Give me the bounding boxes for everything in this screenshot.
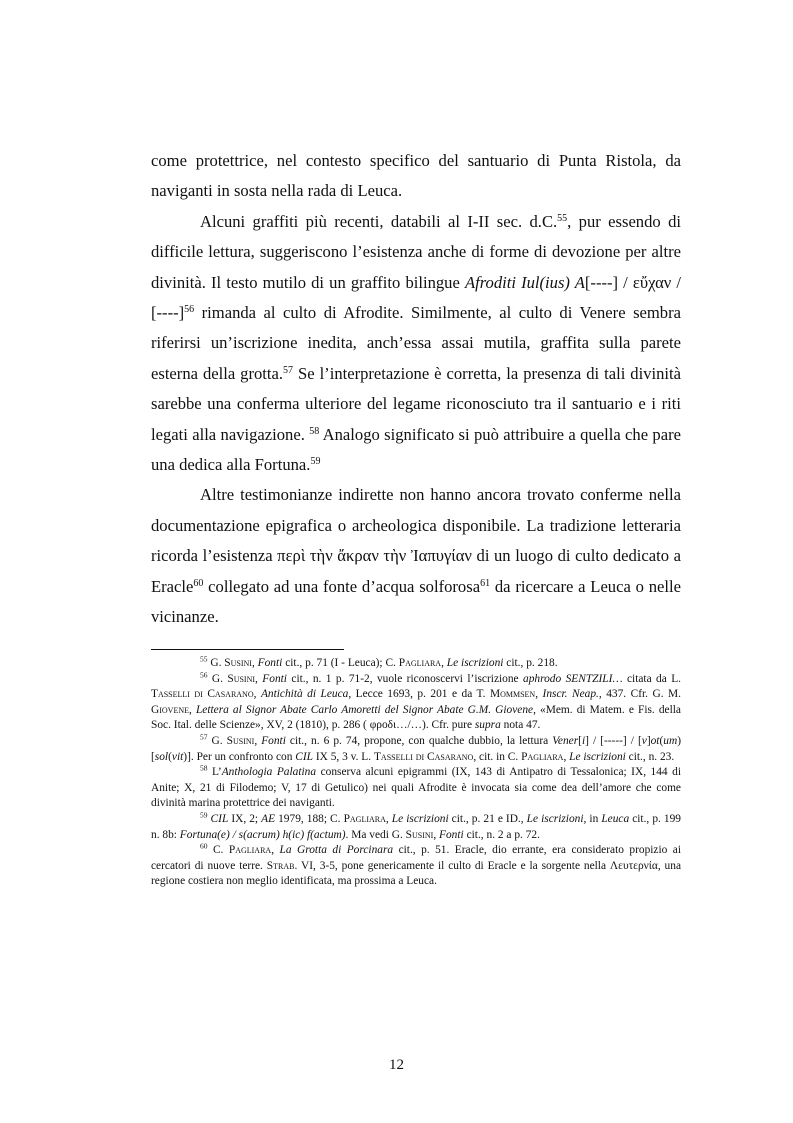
italic-text: Vener bbox=[552, 734, 579, 747]
author-name: Giovene bbox=[151, 703, 189, 716]
italic-text: Antichità di Leuca bbox=[260, 688, 349, 701]
footnote-57: $^{57}$ G. Susini, Fonti cit., n. 6 p. 74, propone, con qualche dubbio, la lettura Vener[i] / [-----] / [v]ot(um) [sol(vit)]. Per un confronto con CIL IX 5, 3 v. L. Tasselli di Casarano, cit. in C. Pagliara, Le iscrizioni cit., n. 23. bbox=[151, 732, 681, 763]
author-name: Susini bbox=[226, 734, 255, 747]
italic-text: La Grotta di Porcinara bbox=[279, 844, 394, 857]
footnote-marker: 58 bbox=[200, 763, 208, 773]
italic-text: Anthologia Palatina bbox=[221, 766, 317, 779]
author-name: Tasselli di Casarano bbox=[151, 688, 254, 701]
footnote-marker: 55 bbox=[200, 654, 208, 664]
paragraph: Altre testimonianze indirette non hanno ancora trovato conferme nella documentazione epigrafica o archeologica disponibile. La tradizione letteraria ricorda l’esistenza περὶ τὴν ἄκραν τὴν Ἰαπυγίαν di un luogo di culto dedicato a Eracle$^{60}$ collegato ad una fonte d’acqua solforosa$^{61}$ da ricercare a Leuca o nelle vicinanze. bbox=[151, 485, 681, 627]
author-name: Susini bbox=[224, 657, 252, 669]
paragraph: come protettrice, nel contesto specifico del santuario di Punta Ristola, da naviganti in sosta nella rada di Leuca. bbox=[151, 151, 681, 201]
italic-text: Le iscrizioni, bbox=[526, 812, 587, 825]
footnotes bbox=[151, 656, 681, 890]
footnote-marker: 56 bbox=[200, 670, 208, 680]
footnote-marker: 60 bbox=[200, 841, 208, 851]
italic-text: Afroditi Iul(ius) A bbox=[464, 272, 585, 292]
footnote-marker: 58 bbox=[309, 425, 320, 437]
author-name: Pagliara bbox=[228, 844, 272, 857]
italic-text: i bbox=[581, 734, 586, 747]
italic-text: v bbox=[641, 734, 647, 747]
italic-text: Fonti bbox=[262, 672, 287, 685]
italic-text: AE bbox=[261, 812, 276, 825]
footnote-58: $^{58}$ L’Anthologia Palatina conserva alcuni epigrammi (IX, 143 di Antipatro di Tessalonica; IX, 144 di Anite; X, 21 di Filodemo; V, 17 di Getulico) nei quali Afrodite è invocata sia come dea dell’amore che come divinità marina protettrice dei naviganti. bbox=[151, 763, 681, 810]
italic-text: CIL bbox=[295, 750, 313, 763]
footnote-55: $^{55}$ G. Susini, Fonti cit., p. 71 (I - Leuca); C. Pagliara, Le iscrizioni cit., p. 218. bbox=[200, 654, 558, 669]
footnote-separator bbox=[151, 649, 344, 650]
body-text bbox=[151, 146, 681, 633]
footnote-marker: 59 bbox=[310, 456, 321, 468]
italic-text: Leuca bbox=[601, 812, 630, 825]
italic-text: um bbox=[663, 734, 678, 747]
author-name: Mommsen bbox=[489, 688, 536, 701]
italic-text: CIL bbox=[210, 812, 229, 825]
italic-text: Fonti bbox=[261, 734, 286, 747]
italic-text: Fonti bbox=[439, 828, 464, 841]
author-name: Pagliara bbox=[521, 750, 564, 763]
footnote-marker: 57 bbox=[283, 364, 294, 376]
footnote-59: $^{59}$ CIL IX, 2; AE 1979, 188; C. Pagliara, Le iscrizioni cit., p. 21 e ID., Le iscrizioni, in Leuca cit., p. 199 n. 8b: Fortuna(e) / s(acrum) h(ic) f(actum). Ma vedi G. Susini, Fonti cit., n. 2 a p. 72. bbox=[151, 810, 681, 841]
footnote-marker: 60 bbox=[193, 577, 204, 589]
italic-text: vit bbox=[171, 750, 184, 763]
author-name: Pagliara bbox=[398, 657, 442, 669]
italic-text: Le iscrizioni bbox=[391, 812, 449, 825]
author-name: Tasselli di Casarano bbox=[373, 750, 474, 763]
footnote-56: $^{56}$ G. Susini, Fonti cit., n. 1 p. 71-2, vuole riconoscervi l’iscrizione aphrodo SENTΖILI… citata da L. Tasselli di Casarano, Antichità di Leuca, Lecce 1693, p. 201 e da T. Mommsen, Inscr. Neap., 437. Cfr. G. M. Giovene, Lettera al Signor Abate Carlo Amoretti del Signor Abate G.M. Giovene, «Mem. di Matem. e Fis. della Soc. Ital. delle Scienze», XV, 2 (1810), p. 286 ( φροδι…/…). Cfr. pure supra nota 47. bbox=[151, 670, 682, 732]
italic-text: Fortuna(e) / s(acrum) h(ic) f(actum) bbox=[179, 828, 346, 841]
italic-text: Fonti bbox=[257, 657, 283, 669]
author-name: Pagliara bbox=[343, 812, 386, 825]
italic-text: Le iscrizioni bbox=[446, 657, 504, 669]
footnote-marker: 57 bbox=[200, 732, 208, 742]
footnote-marker: 55 bbox=[557, 212, 568, 224]
paragraph: Alcuni graffiti più recenti, databili al I-II sec. d.C.$^{55}$, pur essendo di difficile lettura, suggeriscono l’esistenza anche di forme di devozione per altre divinità. Il testo mutilo di un graffito bilingue Afroditi Iul(ius) A[----] / εὔχαν / $[----]^{56}$ rimanda al culto di Afrodite. Similmente, al culto di Venere sembra riferirsi un’iscrizione inedita, anch’essa assai mutila, graffita sulla parete esterna della grotta.$^{57}$ Se l’interpretazione è corretta, la presenza di tali divinità sarebbe una conferma ulteriore del legame riconosciuto tra il santuario e i riti legati alla navigazione. $^{58}$ Analogo significato si può attribuire a quella che pare una dedica alla Fortuna.$^{59}$ bbox=[151, 211, 682, 475]
page-number: 12 bbox=[389, 1057, 404, 1073]
italic-text: ot bbox=[650, 734, 660, 747]
italic-text: Lettera al Signor Abate Carlo Amoretti del Signor Abate G.M. Giovene bbox=[195, 703, 534, 716]
italic-text: sol bbox=[154, 750, 169, 763]
author-name: Susini bbox=[227, 672, 256, 685]
italic-text: Inscr. Neap. bbox=[542, 688, 599, 701]
italic-text: Le iscrizioni bbox=[569, 750, 626, 763]
footnote-60: $^{60}$ C. Pagliara, La Grotta di Porcinara cit., p. 51. Eracle, dio errante, era considerato propizio ai cercatori di nuove terre. Strab. VI, 3-5, pone genericamente il culto di Eracle e la sorgente nella Λευτερνία, una regione costiera non meglio identificata, ma prossima a Leuca. bbox=[151, 841, 682, 888]
italic-text: aphrodo SENTΖILI… bbox=[523, 672, 623, 685]
footnote-marker: 61 bbox=[480, 577, 491, 589]
footnote-marker: 59 bbox=[200, 810, 208, 820]
author-name: Susini bbox=[405, 828, 434, 841]
italic-text: supra bbox=[474, 719, 501, 732]
footnote-marker: 56 bbox=[184, 304, 195, 316]
author-name: Strab bbox=[266, 859, 295, 872]
